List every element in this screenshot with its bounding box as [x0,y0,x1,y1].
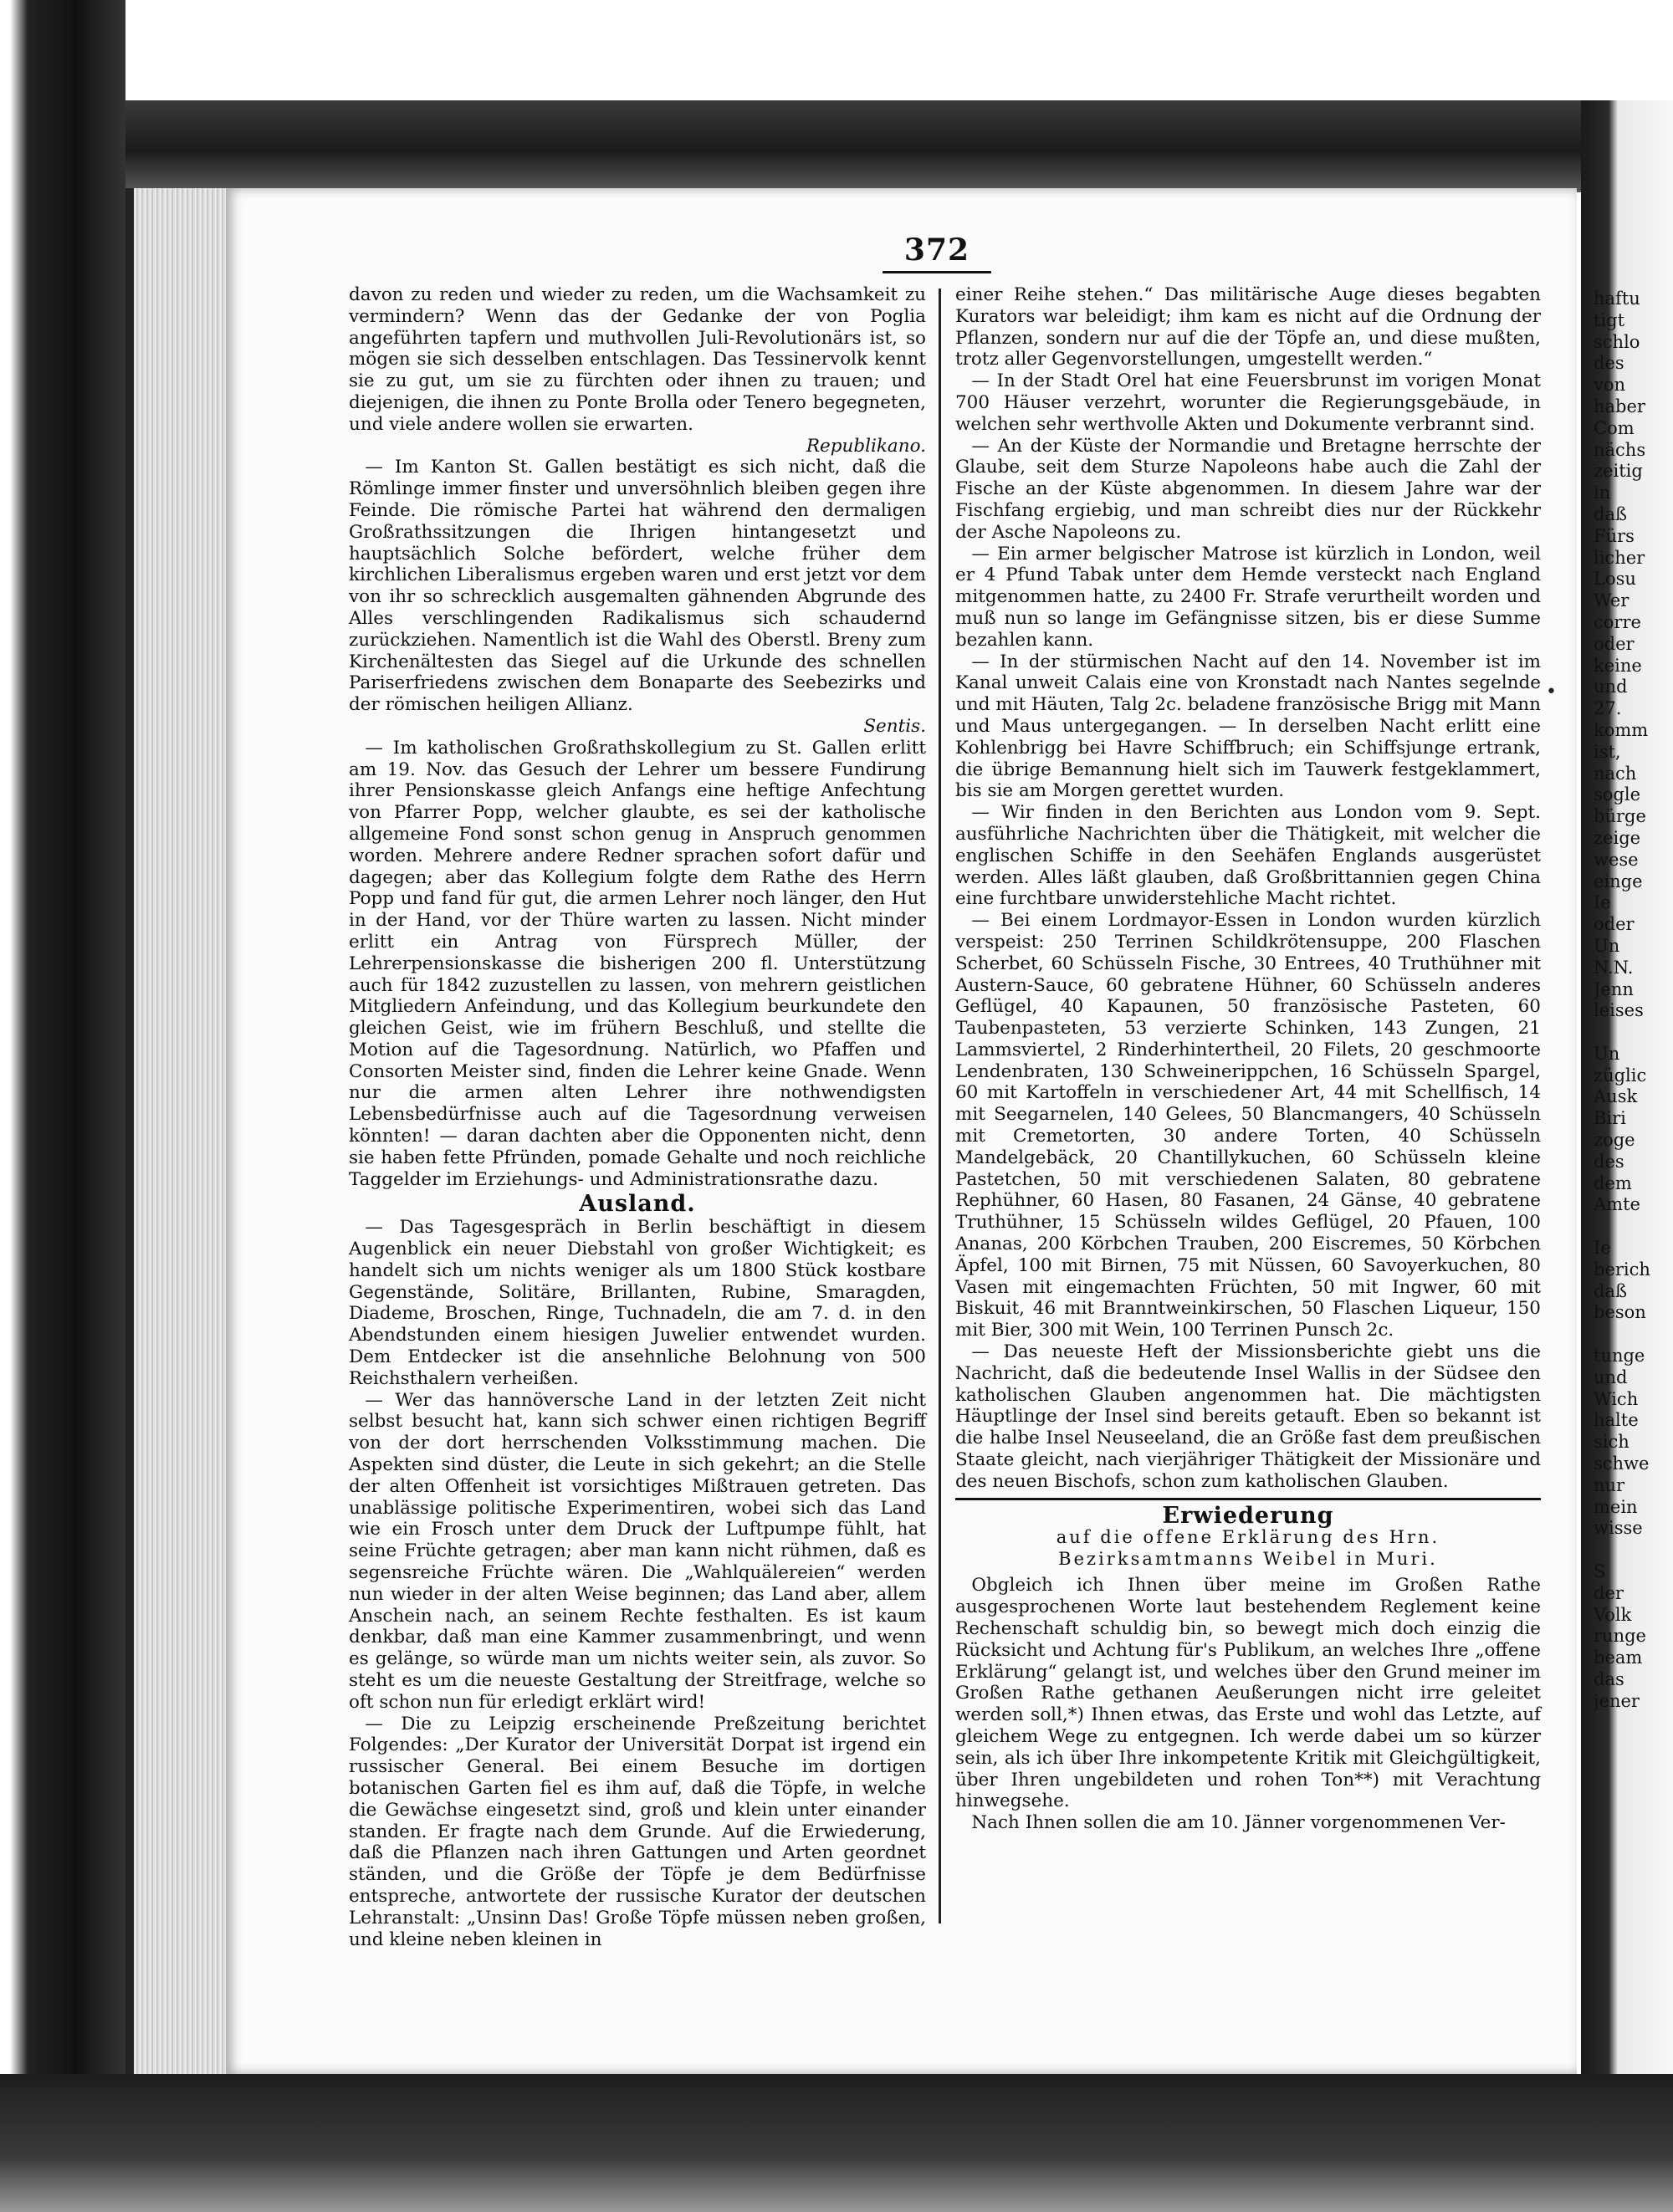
article-paragraph: — An der Küste der Normandie und Bretagne herrschte der Glaube, seit dem Sturze Napoleons habe auch die Zahl der Fische an der Küste abgenommen. In diesem Jahre war der Fischfang ergiebig, und man schreibt dies nur der Rückkehr der Asche Napoleons zu. [955,435,1541,543]
article-paragraph: — Wir finden in den Berichten aus London vom 9. Sept. ausführliche Nachrichten über die Thätigkeit, mit welcher die englischen Schiffe in den Seehäfen Englands ausgerüstet werden. Alles läßt glauben, daß Großbrittannien gegen China eine furchtbare unwiderstehliche Macht richtet. [955,802,1541,910]
facing-page-fragment: Volk [1594,1604,1632,1625]
facing-page-fragment: daß [1594,1280,1627,1301]
article-paragraph: — Im katholischen Großrathskollegium zu St. Gallen erlitt am 19. Nov. das Gesuch der Lehrer um bessere Fundirung ihrer Pensionskasse gleich Anfangs eine heftige Anfechtung von Pfarrer Popp, welcher glaubte, es sei der katholische allgemeine Fond sonst schon genug in Anspruch genommen worden. Mehrere andere Redner sprachen sofort dafür und dagegen; aber das Kollegium folgte dem Rathe des Herrn Popp und fand für gut, die armen Lehrer noch länger, den Hut in der Hand, vor der Thüre warten zu lassen. Nicht minder erlitt ein Antrag von Fürsprech Müller, der Lehrerpensionskasse die bisherigen 200 fl. Unterstützung auch für 1842 zuzustellen zu lassen, von mehrern geistlichen Mitgliedern Anfeindung, und das Kollegium beurkundete den gleichen Geist, wie im frühern Beschluß, und stellte die Motion auf die Tagesordnung. Natürlich, wo Pfaffen und Consorten Meister sind, finden die Lehrer keine Gnade. Wenn nur die armen alten Lehrer ihre nothwendigsten Lebensbedürfnisse auch auf die Tagesordnung verweisen könnten! — daran dachten aber die Opponenten nicht, denn sie haben fette Pfründen, pomade Gehalte und noch reichliche Taggelder im Erziehungs- und Administrationsrathe dazu. [349,737,926,1190]
facing-page-fragment: schwe [1594,1453,1650,1474]
article-paragraph: Obgleich ich Ihnen über meine im Großen Rathe ausgesprochenen Worte laut bestehendem Reglement keine Rechenschaft schuldig bin, so bewegt mich doch einzig die Rücksicht und Achtung für's Publikum, an welches Ihre „offene Erklärung“ gelangt ist, und welches über den Grund meiner im Großen Rathe gethanen Aeußerungen nicht irre geleitet werden soll,*) Ihnen etwas, das Erste und wohl das Letzte, auf gleichem Wege zu entgegnen. Ich werde dabei um so kürzer sein, als ich über Ihre inkompetente Kritik mit Gleichgültigkeit, über Ihren ungebildeten und rohen Ton**) mit Verachtung hinwegsehe. [955,1575,1541,1812]
facing-page-fragment: wese [1594,849,1639,870]
facing-page-fragment [1594,1324,1669,1346]
facing-page-fragment: haftu [1594,289,1640,309]
facing-page-fragment: berich [1594,1259,1650,1280]
article-paragraph: — Wer das hannöversche Land in der letzten Zeit nicht selbst besucht hat, kann sich schwer einen richtigen Begriff von der dort herrschenden Volksstimmung machen. Die Aspekten sind düster, die Leute in sich gekehrt; an die Stelle der alten Offenheit ist vorsichtiges Mißtrauen getreten. Das unablässige politische Experimentiren, wobei sich das Land wie ein Frosch unter dem Druck der Luftpumpe fühlt, hat seine Früchte getragen; aber man kann nicht rühmen, daß es segensreiche Früchte wären. Die „Wahlquälereien“ werden nun wieder in der alten Weise beginnen; das Land aber, allem Anschein nach, an seinem Rechte festhalten. Es ist kaum denkbar, daß man eine Kammer zusammenbringt, und wenn es gelänge, so würde man um nichts weiter sein, als zuvor. So steht es um die neueste Gestaltung der Streitfrage, welche so oft schon nun für erledigt erklärt wird! [349,1389,926,1713]
article-paragraph: — In der Stadt Orel hat eine Feuersbrunst im vorigen Monat 700 Häuser verzehrt, worunter die Regierungsgebäude, in welchen sehr werthvolle Akten und Dokumente verbrannt sind. [955,370,1541,435]
facing-page-fragment: komm [1594,719,1649,740]
facing-page-fragment: zeitig [1594,461,1643,482]
section-rule [955,1498,1541,1500]
facing-page-fragment [1594,1022,1669,1044]
facing-page-fragment: schlo [1594,331,1640,352]
facing-page-fragment: licher [1594,547,1645,568]
facing-page-fragment: jener [1594,1690,1640,1711]
facing-page-fragment: nächs [1594,439,1646,460]
facing-page-fragment: wisse [1594,1518,1643,1539]
book-page-edges [125,188,234,2074]
facing-page-fragment: oder [1594,914,1635,935]
section-heading: Ausland. [579,1191,696,1218]
article-paragraph: — Das neueste Heft der Missionsberichte giebt uns die Nachricht, daß die bedeutende Insel Wallis in der Südsee den katholischen Glauben angenommen hat. Die mächtigsten Häuptlinge der Insel sind bereits getauft. Eben so bekannt ist die halbe Insel Neuseeland, die an Größe fast dem preußischen Staate gleicht, nach vierjähriger Thätigkeit der Missionäre und des neuen Bischofs, schon zum katholischen Glauben. [955,1341,1541,1492]
facing-page-fragment: daß [1594,503,1627,524]
facing-page-fragment: N.N. [1594,957,1634,978]
facing-page-fragment: Un [1594,935,1620,956]
facing-page-fragment: corre [1594,611,1641,632]
scan-top-shadow [0,100,1673,192]
facing-page-fragment: züglic [1594,1065,1647,1086]
facing-page-fragment: Biri [1594,1108,1626,1129]
article-signature: Sentis. [863,715,926,737]
facing-page-fragment: Un [1594,1043,1620,1064]
facing-page-fragment: ist, [1594,741,1621,762]
facing-page-fragment: nur [1594,1474,1625,1495]
reply-subheading: auf die offene Erklärung des Hrn. Bezirksamtmanns Weibel in Muri. [1056,1527,1440,1570]
column-divider [939,289,941,1923]
article-paragraph: einer Reihe stehen.“ Das militärische Auge dieses begabten Kurators war beleidigt; ihm kam es nicht auf die Ordnung der Pflanzen, sondern nur auf die der Töpfe an, und diese mußten, trotz aller Gegenvorstellungen, umgestellt werden.“ [955,284,1541,370]
facing-page-fragment: haber [1594,396,1645,416]
facing-page-fragment [1594,1216,1669,1238]
facing-page-fragment: Fürs [1594,525,1635,546]
facing-page-fragment: beson [1594,1302,1646,1323]
article-paragraph: — In der stürmischen Nacht auf den 14. November ist im Kanal unweit Calais eine von Kronstadt nach Nantes segelnde und mit Häuten, Talg 2c. beladene französische Brigg mit Mann und Maus untergegangen. — In derselben Nacht erlitt eine Kohlenbrigg bei Havre Schiffbruch; ein Schiffsjunge ertrank, die übrige Bemannung hielt sich im Tauwerk festgeklammert, bis sie am Morgen gerettet wurden. [955,651,1541,802]
page-number: 372 [883,232,991,273]
left-column [349,284,926,1950]
facing-page-fragment: beam [1594,1648,1643,1668]
facing-page-fragment: 27. [1594,698,1622,719]
article-paragraph: — Das Tagesgespräch in Berlin beschäftigt in diesem Augenblick ein neuer Diebstahl von großer Wichtigkeit; es handelt sich um nichts weniger als um 1800 Stück kostbare Gegenstände, Solitäre, Brillanten, Rubine, Smaragden, Diademe, Broschen, Ringe, Tuchnadeln, die am 7. d. in den Abendstunden einem hiesigen Juwelier entwendet wurden. Dem Entdecker ist die ansehnliche Belohnung von 500 Reichsthalern verheißen. [349,1217,926,1389]
facing-page-fragment: Com [1594,417,1635,438]
facing-page-fragment: runge [1594,1626,1646,1647]
facing-page-fragment: halte [1594,1410,1639,1431]
article-paragraph: — Die zu Leipzig erscheinende Preßzeitung berichtet Folgendes: „Der Kurator der Universität Dorpat ist irgend ein russischer General. Bei einem Besuche im dortigen botanischen Garten fiel es ihm auf, daß die Töpfe, in welche die Gewächse eingesetzt sind, groß und klein unter einander standen. Er fragte nach dem Grunde. Auf die Erwiederung, daß die Pflanzen nach ihren Gattungen und Arten geordnet ständen, und die Größe der Töpfe je dem Bedürfnisse entspreche, antwortete der russische Kurator der deutschen Lehranstalt: „Unsinn Das! Große Töpfe müssen neben großen, und kleine neben kleinen in [349,1713,926,1950]
facing-page-fragment: zeige [1594,827,1641,848]
facing-page-fragment [1594,1540,1669,1561]
facing-page-fragment: S [1594,1561,1606,1582]
facing-page-fragment: Jenn [1594,978,1634,999]
facing-page-fragment: sogle [1594,784,1641,805]
article-paragraph: — Im Kanton St. Gallen bestätigt es sich nicht, daß die Römlinge immer finster und unversöhnlich bleiben gegen ihre Feinde. Die römische Partei hat während den dermaligen Großrathssitzungen die Ihrigen hintangesetzt und hauptsächlich Solche befördert, welche früher dem kirchlichen Liberalismus ergeben waren und erst jetzt vor dem von ihr so schrecklich ausgemalten gähnenden Abgrunde des Alles verschlingenden Radikalismus sich schaudernd zurückziehen. Namentlich ist die Wahl des Oberstl. Breny zum Kirchenältesten das Siegel auf die Urkunde des schnellen Pariserfriedens zwischen dem Bonaparte des Seebezirks und der römischen heiligen Allianz. [349,457,927,716]
facing-page-fragment: zoge [1594,1130,1635,1151]
facing-page-fragment: der [1594,1582,1624,1603]
facing-page-fragment: mein [1594,1496,1638,1517]
facing-page-fragment: Losu [1594,569,1636,590]
facing-page-fragment: des [1594,353,1624,374]
facing-page-fragment: des [1594,1151,1624,1172]
facing-page-fragment: von [1594,375,1626,396]
article-paragraph: — Bei einem Lordmayor-Essen in London wurden kürzlich verspeist: 250 Terrinen Schildkrötensuppe, 200 Flaschen Scherbet, 60 Schüsseln Fische, 30 Entrees, 40 Truthühner mit Austern-Sauce, 60 gebratene Hühner, 60 Schüsseln anderes Geflügel, 40 Kapaunen, 50 französische Pasteten, 60 Taubenpasteten, 53 verzierte Schinken, 143 Zungen, 21 Lammsviertel, 2 Rinderhintertheil, 20 Filets, 20 geschmoorte Lendenbraten, 130 Schweinerippchen, 16 Schüsseln Spargel, 60 mit Kartoffeln in verschiedener Art, 44 mit Schellfisch, 14 mit Seegarnelen, 140 Gelees, 50 Blancmangers, 40 Schüsseln mit Cremetorten, 30 andere Torten, 40 Schüsseln Mandelgebäck, 20 Chantillykuchen, 60 Schüsseln kleine Pastetchen, 50 mit verschiedenen Salaten, 80 gebratene Rephühner, 60 Hasen, 80 Fasanen, 24 Gänse, 40 gebratene Truthühner, 15 Schüsseln wildes Geflügel, 20 Pfauen, 100 Ananas, 200 Körbchen Trauben, 200 Eiscremes, 50 Körbchen Äpfel, 100 mit Birnen, 75 mit Nüssen, 60 Savoyerkuchen, 80 Vasen mit eingemachten Früchten, 50 mit Ingwer, 60 mit Biskuit, 46 mit Branntweinkirschen, 50 Flaschen Liqueur, 150 mit Bier, 300 mit Wein, 100 Terrinen Punsch 2c. [955,910,1541,1341]
margin-mark: • [1546,682,1557,702]
facing-page-fragment: oder [1594,633,1635,654]
middle-column [955,284,1541,1834]
facing-page-fragment: Ie [1594,1238,1611,1259]
scan-left-shadow [0,0,125,2212]
facing-page-fragment: sich [1594,1432,1630,1453]
facing-page-fragment: und [1594,1367,1628,1387]
facing-page-fragment: leises [1594,1000,1644,1021]
facing-page-fragment: nach [1594,763,1637,784]
facing-page-fragment: dem [1594,1172,1632,1193]
facing-page-fragment: in [1594,483,1611,503]
facing-page-fragment: Wich [1594,1388,1639,1409]
article-signature: Republikano. [806,435,926,457]
facing-page-fragment: bürge [1594,806,1646,827]
article-paragraph: Nach Ihnen sollen die am 10. Jänner vorgenommenen Ver- [971,1812,1506,1834]
facing-page-fragment: tunge [1594,1346,1645,1367]
article-paragraph: — Ein armer belgischer Matrose ist kürzlich in London, weil er 4 Pfund Tabak unter dem Hemde versteckt nach England mitgenommen hatte, zu 2400 Fr. Strafe verurtheilt worden und muß nun so lange im Gefängnisse sitzen, bis er diese Summe bezahlen kann. [955,543,1541,651]
facing-page-fragment: Ie [1594,892,1611,913]
facing-page-fragment: Ausk [1594,1086,1638,1107]
scan-bottom-shadow [0,2074,1673,2212]
facing-page-fragments [1594,289,1669,1713]
facing-page-fragment: tigt [1594,309,1625,330]
facing-page-fragment: einge [1594,871,1643,891]
facing-page-fragment: Wer [1594,590,1630,611]
reply-heading: Erwiederung [1162,1502,1334,1529]
facing-page-fragment: keine [1594,655,1642,676]
facing-page-fragment: und [1594,677,1628,697]
facing-page-fragment: das [1594,1669,1624,1689]
article-paragraph: davon zu reden und wieder zu reden, um die Wachsamkeit zu vermindern? Wenn das der Gedanke der von Poglia angeführten tapfern und muthvollen Juli-Revolutionärs ist, so mögen sie sich desselben entschlagen. Das Tessinervolk kennt sie zu gut, um sie zu fürchten oder ihnen zu trauen; und diejenigen, die ihnen zu Ponte Brolla oder Tenero begegneten, und viele andere wollen sie erwarten. [349,284,926,435]
facing-page-fragment: Amte [1594,1194,1640,1215]
